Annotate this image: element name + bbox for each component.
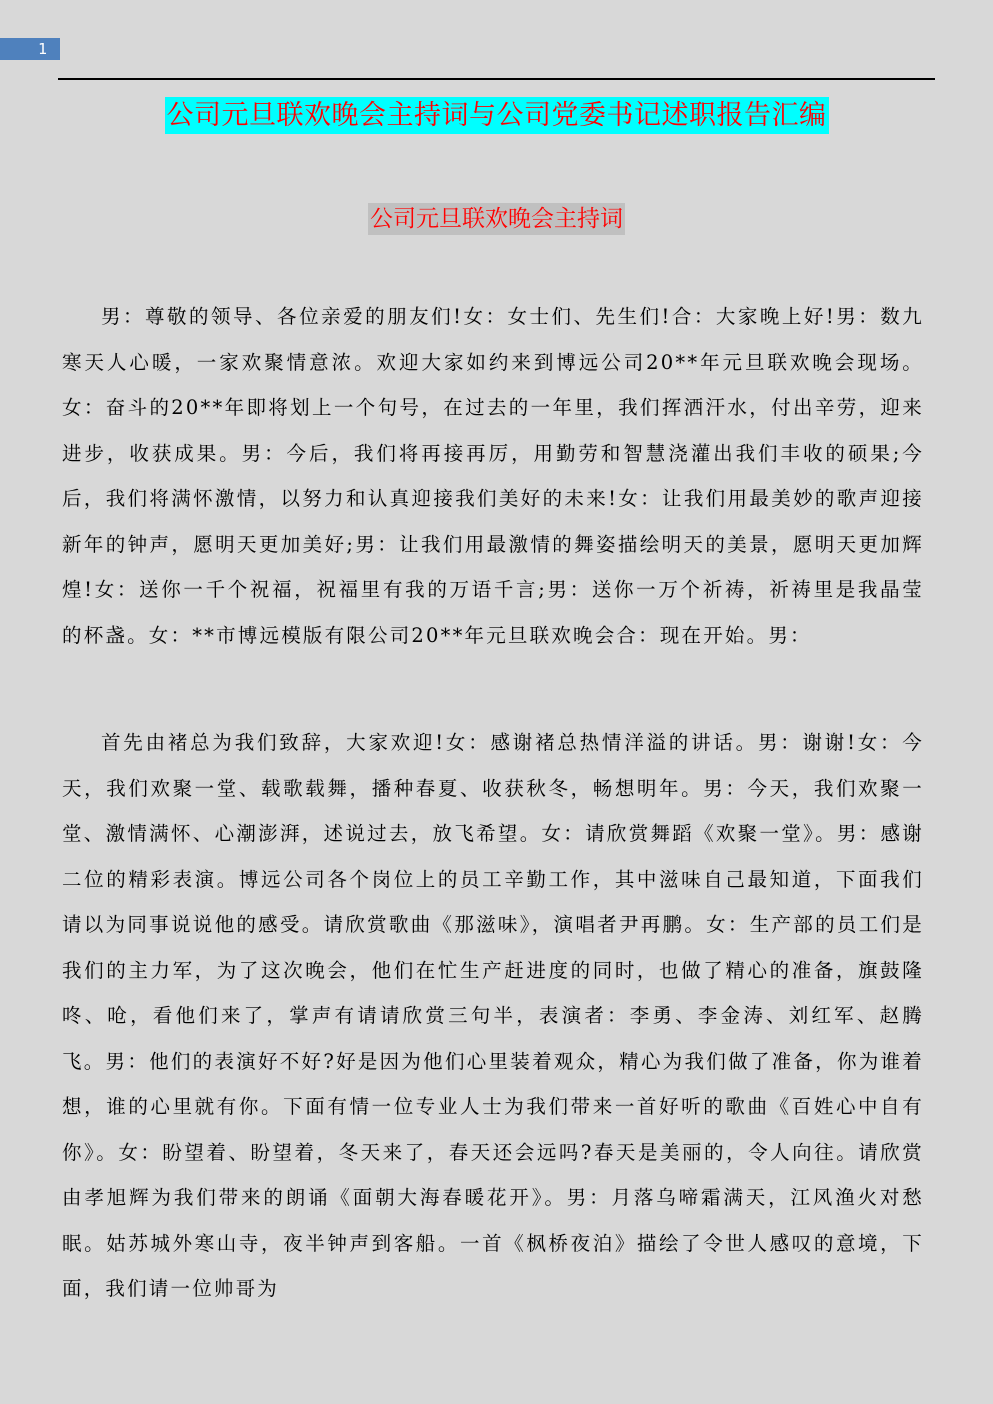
- body-paragraph: 男：尊敬的领导、各位亲爱的朋友们!女：女士们、先生们!合：大家晚上好!男：数九寒天人心暖，一家欢聚情意浓。欢迎大家如约来到博远公司20**年元旦联欢晚会现场。女：奋斗的20**年即将划上一个句号，在过去的一年里，我们挥洒汗水，付出辛劳，迎来进步，收获成果。男：今后，我们将再接再厉，用勤劳和智慧浇灌出我们丰收的硕果;今后，我们将满怀激情，以努力和认真迎接我们美好的未来!女：让我们用最美妙的歌声迎接新年的钟声，愿明天更加美好;男：让我们用最激情的舞姿描绘明天的美景，愿明天更加辉煌!女：送你一千个祝福，祝福里有我的万语千言;男：送你一万个祈祷，祈祷里是我晶莹的杯盏。女：**市博远模版有限公司20**年元旦联欢晚会合：现在开始。男：: [62, 305, 924, 647]
- body-paragraph: 首先由褚总为我们致辞，大家欢迎!女：感谢褚总热情洋溢的讲话。男：谢谢!女：今天，我们欢聚一堂、载歌载舞，播种春夏、收获秋冬，畅想明年。男：今天，我们欢聚一堂、激情满怀、心潮澎湃，述说过去，放飞希望。女：请欣赏舞蹈《欢聚一堂》。男：感谢二位的精彩表演。博远公司各个岗位上的员工辛勤工作，其中滋味自己最知道，下面我们请以为同事说说他的感受。请欣赏歌曲《那滋味》，演唱者尹再鹏。女：生产部的员工们是我们的主力军，为了这次晚会，他们在忙生产赶进度的同时，也做了精心的准备，旗鼓隆咚、呛，看他们来了，掌声有请请欣赏三句半，表演者：李勇、李金涛、刘红军、赵腾飞。男：他们的表演好不好?好是因为他们心里装着观众，精心为我们做了准备，你为谁着想，谁的心里就有你。下面有情一位专业人士为我们带来一首好听的歌曲《百姓心中自有你》。女：盼望着、盼望着，冬天来了，春天还会远吗?春天是美丽的，令人向往。请欣赏由孝旭辉为我们带来的朗诵《面朝大海春暖花开》。男：月落乌啼霜满天，江风渔火对愁眠。姑苏城外寒山寺，夜半钟声到客船。一首《枫桥夜泊》描绘了令世人感叹的意境，下面，我们请一位帅哥为: [62, 731, 924, 1300]
- section-title: 公司元旦联欢晚会主持词: [368, 203, 625, 235]
- section-title-container: [0, 203, 993, 235]
- main-title: 公司元旦联欢晚会主持词与公司党委书记述职报告汇编: [165, 97, 829, 134]
- main-title-container: [0, 97, 993, 134]
- page-number-badge: 1: [0, 38, 60, 60]
- header-divider: [58, 78, 935, 80]
